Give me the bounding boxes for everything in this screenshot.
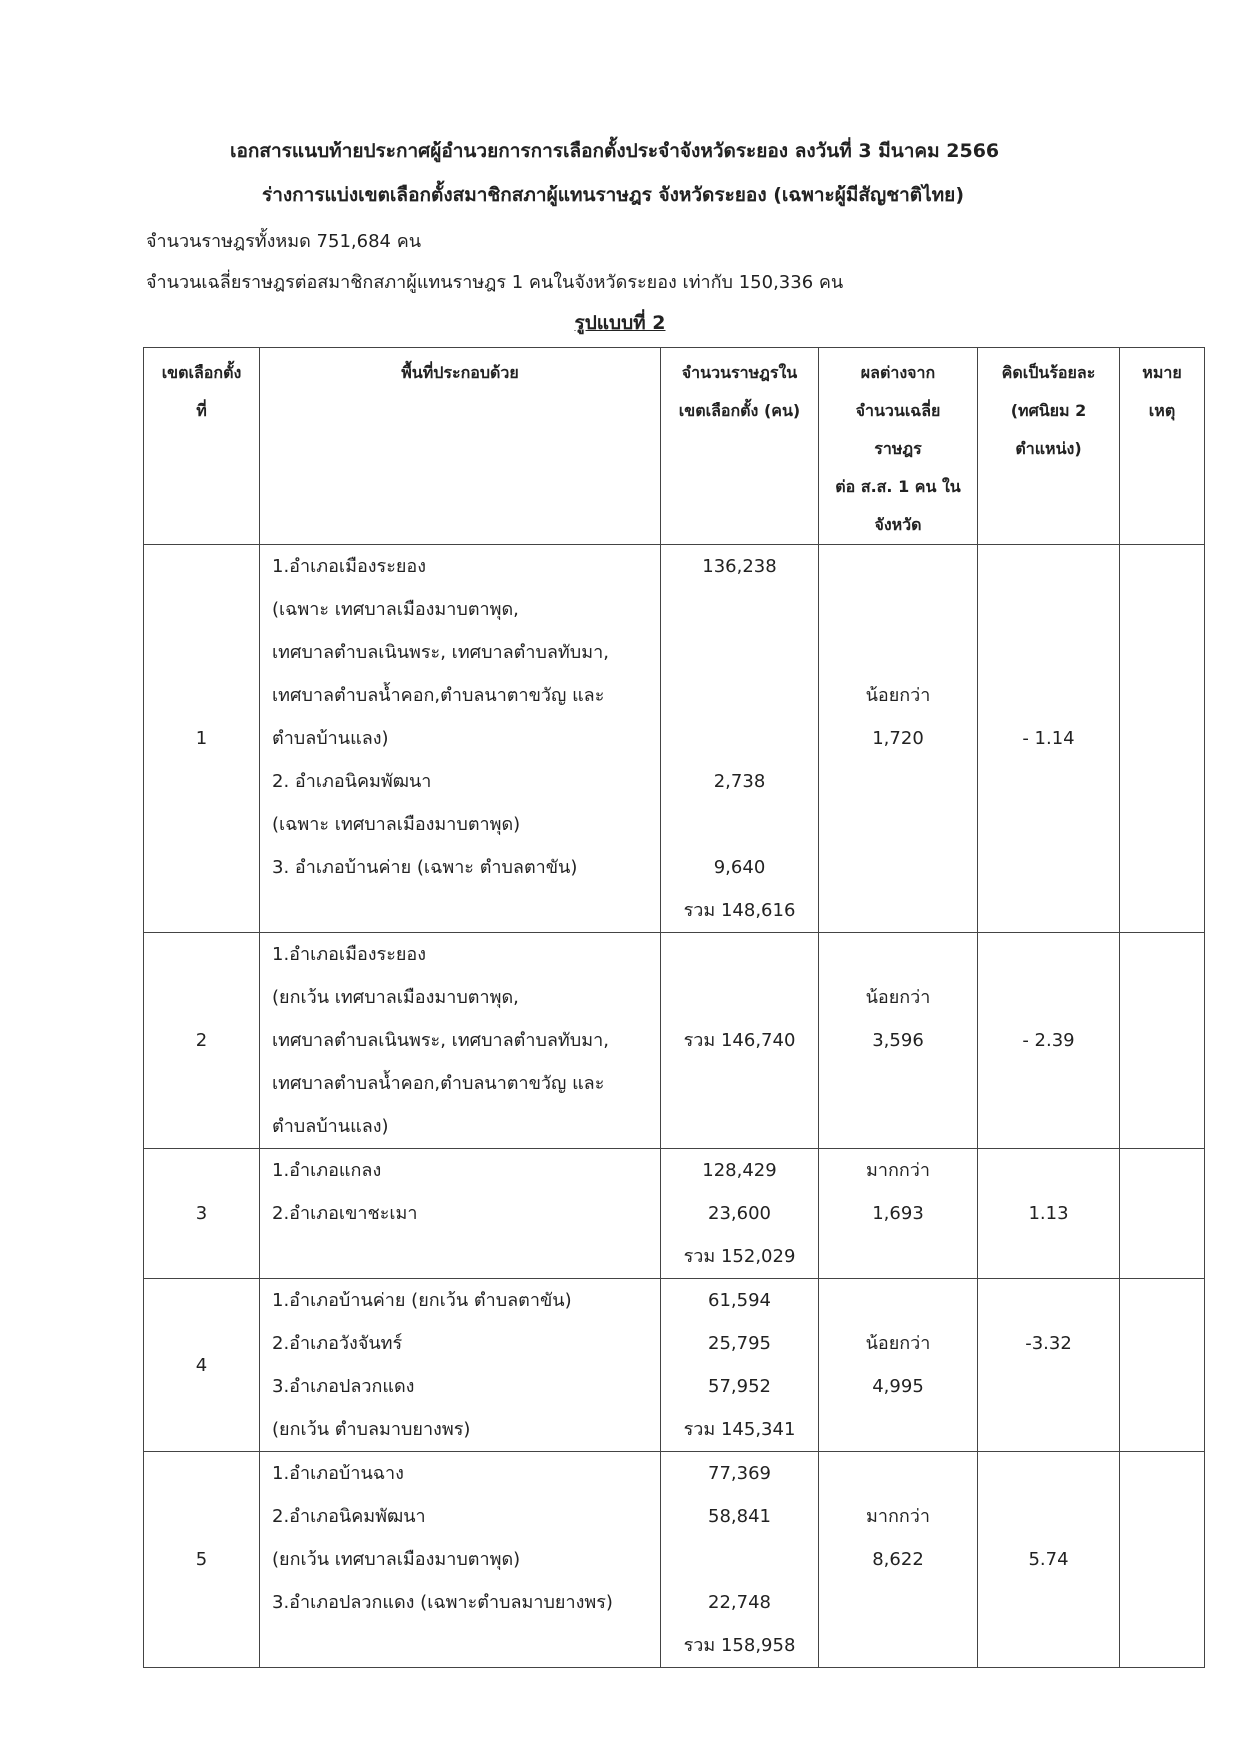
area-line [260,1624,660,1667]
difference-line: 1,693 [872,1203,924,1224]
column-header-population [661,348,819,545]
difference-line [819,889,977,932]
column-header-line: เหตุ [1148,401,1176,420]
cell-area [260,1149,661,1279]
area-line: 2. อำเภอนิคมพัฒนา [272,771,432,792]
difference-line: 4,995 [872,1376,924,1397]
difference-line [819,760,977,803]
table-row [144,1452,1205,1668]
population-line: 25,795 [708,1333,771,1354]
cell-remark [1120,1452,1205,1668]
area-line: (เฉพาะ เทศบาลเมืองมาบตาพุด, [272,599,519,620]
area-line: 3.อำเภอปลวกแดง (เฉพาะตำบลมาบยางพร) [272,1592,613,1613]
difference-line [819,1624,977,1667]
percent-line: - 1.14 [1022,728,1075,749]
percent-line [978,976,1119,1019]
population-line: รวม 145,341 [683,1419,796,1440]
percent-line [978,631,1119,674]
population-line [661,803,818,846]
population-line: 61,594 [708,1290,771,1311]
table-row [144,545,1205,933]
district-number: 2 [144,933,260,1149]
document-subtitle: ร่างการแบ่งเขตเลือกตั้งสมาชิกสภาผู้แทนราษฎร จังหวัดระยอง (เฉพาะผู้มีสัญชาติไทย) [262,184,964,206]
percent-line [978,674,1119,717]
percent-line [978,1365,1119,1408]
cell-difference [819,545,978,933]
population-line: 58,841 [708,1506,771,1527]
percent-line [978,588,1119,631]
column-header-area [260,348,661,545]
column-header-line: คิดเป็นร้อยละ [1001,363,1096,382]
difference-line [819,1408,977,1451]
population-line: รวม 152,029 [683,1246,796,1267]
area-line: (ยกเว้น เทศบาลเมืองมาบตาพุด, [272,987,519,1008]
percent-line [978,1495,1119,1538]
difference-line [819,1581,977,1624]
percent-line [978,1452,1119,1495]
area-line: 1.อำเภอเมืองระยอง [272,944,427,965]
cell-area [260,933,661,1149]
population-line: 77,369 [708,1463,771,1484]
column-header-line: ราษฎร [874,439,922,458]
area-line: 3. อำเภอบ้านค่าย (เฉพาะ ตำบลตาขัน) [272,857,578,878]
percent-line [978,889,1119,932]
percent-line [978,803,1119,846]
area-line: เทศบาลตำบลเนินพระ, เทศบาลตำบลทับมา, [272,642,609,663]
percent-line [978,933,1119,976]
population-line: 9,640 [713,857,766,878]
population-line [661,976,818,1019]
population-line: รวม 146,740 [683,1030,796,1051]
population-line: 128,429 [702,1160,777,1181]
area-line: 2.อำเภอวังจันทร์ [272,1333,403,1354]
difference-line [819,846,977,889]
difference-line [819,1062,977,1105]
area-line: เทศบาลตำบลน้ำคอก,ตำบลนาตาขวัญ และ [272,1073,605,1094]
area-line: เทศบาลตำบลน้ำคอก,ตำบลนาตาขวัญ และ [272,685,605,706]
area-line: ตำบลบ้านแลง) [272,728,389,749]
area-line: 1.อำเภอเมืองระยอง [272,556,427,577]
column-header-difference [819,348,978,545]
total-population: จำนวนราษฎรทั้งหมด 751,684 คน [146,231,422,252]
percent-line [978,846,1119,889]
column-header-line: ตำแหน่ง) [1015,439,1082,458]
area-line: 2.อำเภอเขาชะเมา [272,1203,418,1224]
percent-line [978,1581,1119,1624]
cell-percent [978,933,1120,1149]
difference-line [819,1279,977,1322]
population-line [661,674,818,717]
difference-line: 8,622 [872,1549,924,1570]
table-row [144,933,1205,1149]
area-line: (ยกเว้น ตำบลมาบยางพร) [272,1419,471,1440]
cell-remark [1120,933,1205,1149]
population-line: 22,748 [708,1592,771,1613]
population-line [661,588,818,631]
percent-line: 5.74 [1028,1549,1069,1570]
population-line: รวม 148,616 [683,900,796,921]
difference-line [819,588,977,631]
area-line: 1.อำเภอแกลง [272,1160,382,1181]
column-header-line: จำนวนราษฎรใน [681,363,798,382]
column-header-district [144,348,260,545]
cell-population [661,1279,819,1452]
percent-line [978,1235,1119,1278]
cell-percent [978,1149,1120,1279]
area-line: (เฉพาะ เทศบาลเมืองมาบตาพุด) [272,814,521,835]
cell-percent [978,1279,1120,1452]
column-header-line: ผลต่างจาก [860,363,936,382]
population-line [661,1105,818,1148]
cell-population [661,1452,819,1668]
percent-line: -3.32 [1025,1333,1072,1354]
percent-line [978,1105,1119,1148]
percent-line [978,1149,1119,1192]
district-number: 5 [144,1452,260,1668]
area-line: ตำบลบ้านแลง) [272,1116,389,1137]
difference-line: 1,720 [872,728,924,749]
cell-population [661,1149,819,1279]
column-header-line: จังหวัด [874,515,922,534]
document-title: เอกสารแนบท้ายประกาศผู้อำนวยการการเลือกตั้งประจำจังหวัดระยอง ลงวันที่ 3 มีนาคม 2566 [230,140,1000,162]
population-line [661,1062,818,1105]
area-line [260,1235,660,1278]
cell-difference [819,1279,978,1452]
form-label: รูปแบบที่ 2 [574,312,666,334]
difference-line: น้อยกว่า [865,987,931,1008]
column-header-line: หมาย [1142,363,1182,382]
population-line: 57,952 [708,1376,771,1397]
cell-percent [978,545,1120,933]
column-header-percent [978,348,1120,545]
difference-line: มากกว่า [866,1160,930,1181]
district-table [143,347,1205,1668]
cell-area [260,1279,661,1452]
difference-line [819,1235,977,1278]
cell-remark [1120,1279,1205,1452]
percent-line [978,1408,1119,1451]
cell-remark [1120,1149,1205,1279]
percent-line [978,1624,1119,1667]
population-line [661,933,818,976]
population-line [661,717,818,760]
area-line: 3.อำเภอปลวกแดง [272,1376,415,1397]
difference-line [819,631,977,674]
percent-line: - 2.39 [1022,1030,1075,1051]
cell-population [661,933,819,1149]
cell-percent [978,1452,1120,1668]
difference-line: น้อยกว่า [865,1333,931,1354]
population-line [661,1538,818,1581]
area-line: 2.อำเภอนิคมพัฒนา [272,1506,426,1527]
difference-line [819,545,977,588]
percent-line [978,1062,1119,1105]
population-line: 2,738 [713,771,766,792]
column-header-line: เขตเลือกตั้ง [161,363,242,382]
cell-difference [819,933,978,1149]
column-header-line: พื้นที่ประกอบด้วย [401,363,519,382]
difference-line: มากกว่า [866,1506,930,1527]
area-line: เทศบาลตำบลเนินพระ, เทศบาลตำบลทับมา, [272,1030,609,1051]
difference-line: 3,596 [872,1030,924,1051]
percent-line: 1.13 [1028,1203,1069,1224]
difference-line [819,803,977,846]
cell-difference [819,1149,978,1279]
column-header-line: ที่ [196,401,207,420]
cell-area [260,1452,661,1668]
percent-line [978,760,1119,803]
column-header-line: จำนวนเฉลี่ย [855,401,941,420]
column-header-line: เขตเลือกตั้ง (คน) [678,401,801,420]
cell-difference [819,1452,978,1668]
column-header-remark [1120,348,1205,545]
population-line [661,631,818,674]
column-header-line: ต่อ ส.ส. 1 คน ใน [835,477,961,496]
difference-line [819,1105,977,1148]
area-line [260,889,660,932]
district-number: 4 [144,1279,260,1452]
population-line: 23,600 [708,1203,771,1224]
column-header-line: (ทศนิยม 2 [1010,401,1087,420]
table-header-row [144,348,1205,545]
population-line: รวม 158,958 [683,1635,796,1656]
district-number: 1 [144,545,260,933]
population-line: 136,238 [702,556,777,577]
district-number: 3 [144,1149,260,1279]
difference-line [819,1452,977,1495]
table-row [144,1149,1205,1279]
area-line: (ยกเว้น เทศบาลเมืองมาบตาพุด) [272,1549,521,1570]
percent-line [978,545,1119,588]
cell-remark [1120,545,1205,933]
cell-area [260,545,661,933]
area-line: 1.อำเภอบ้านค่าย (ยกเว้น ตำบลตาขัน) [272,1290,572,1311]
average-population: จำนวนเฉลี่ยราษฎรต่อสมาชิกสภาผู้แทนราษฎร 1 คนในจังหวัดระยอง เท่ากับ 150,336 คน [146,272,844,293]
table-row [144,1279,1205,1452]
cell-population [661,545,819,933]
difference-line: น้อยกว่า [865,685,931,706]
area-line: 1.อำเภอบ้านฉาง [272,1463,404,1484]
percent-line [978,1279,1119,1322]
difference-line [819,933,977,976]
